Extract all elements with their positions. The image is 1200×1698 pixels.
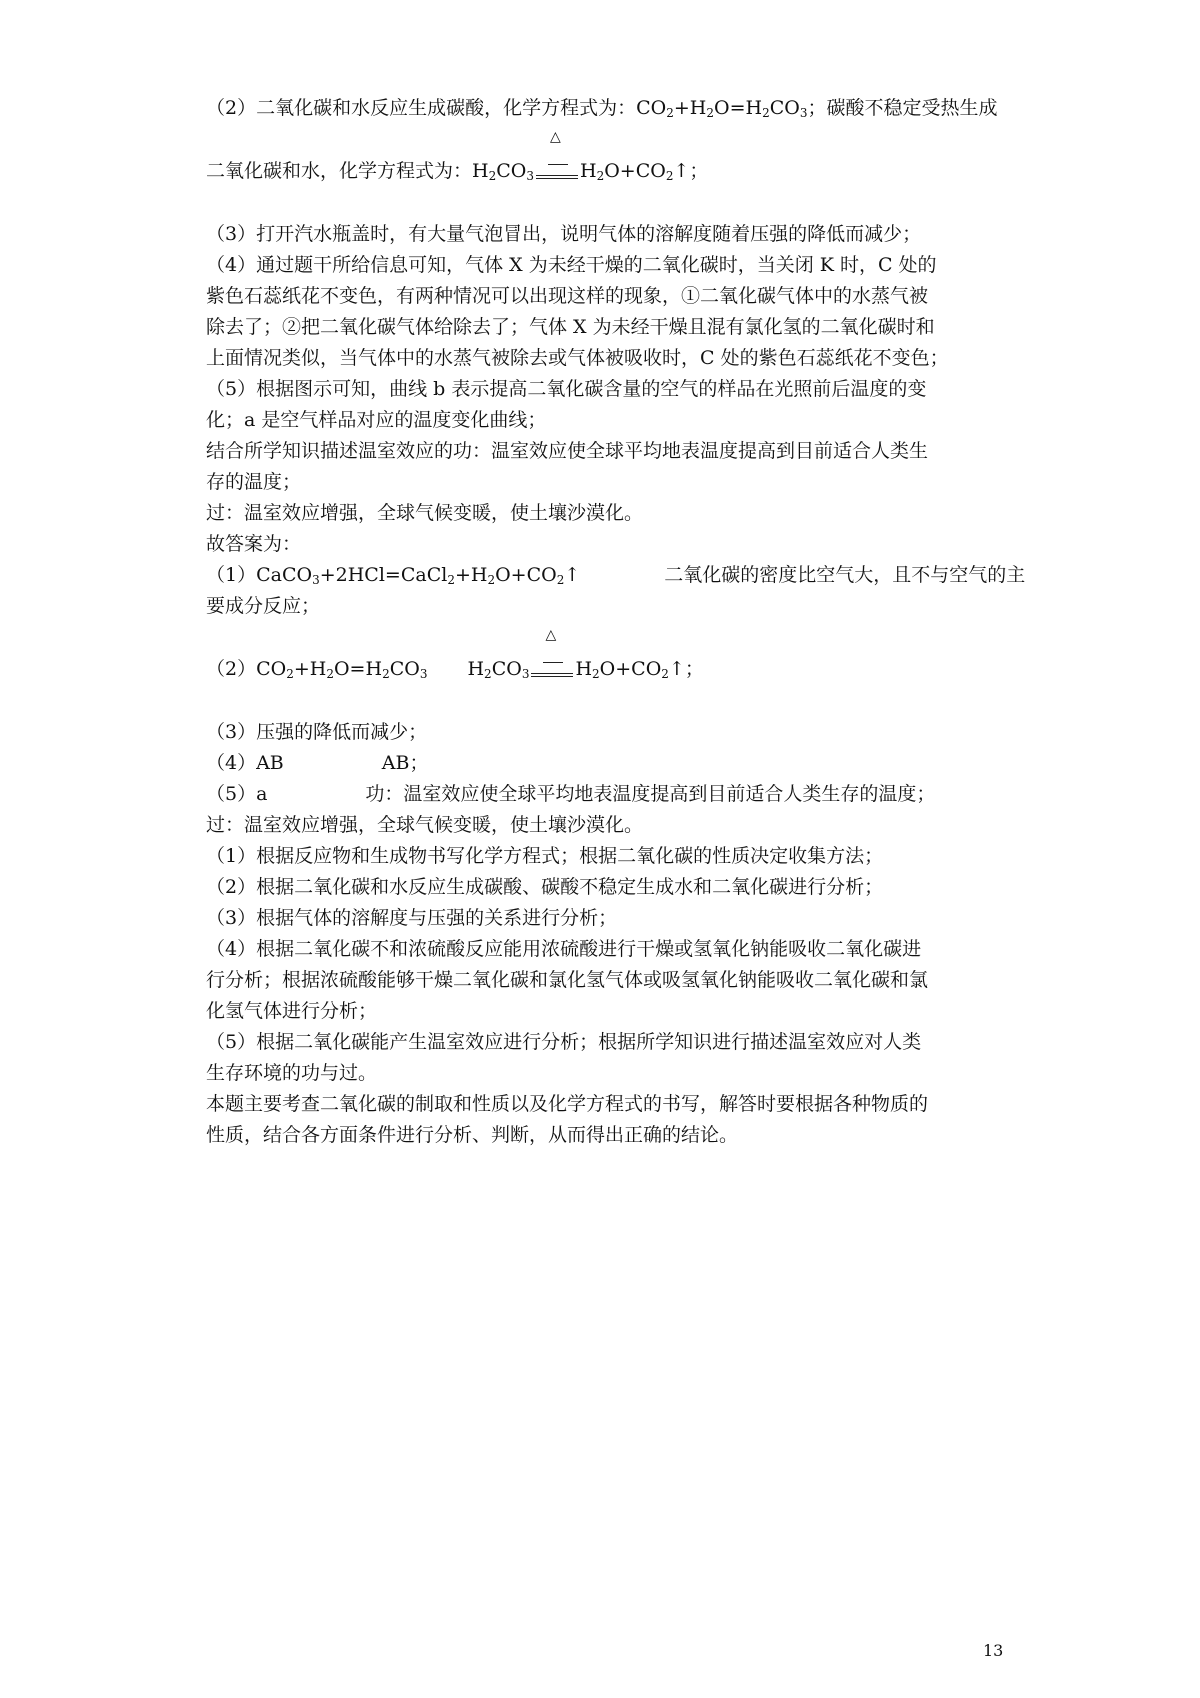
answer-line-5: （5）a 功：温室效应使全球平均地表温度提高到目前适合人类生存的温度； <box>206 783 936 805</box>
text-line: （2）二氧化碳和水反应生成碳酸，化学方程式为：$CO_2+H_2O=H_2CO_3$；碳酸不稳定受热生成 <box>206 97 998 120</box>
answer-line-4: （4）AB AB； <box>206 752 429 774</box>
answer-line-2: $(2)CO_2+H_2O=H_2CO_3$ $H_2CO_3$ △ $H_2O+CO_2↑$； <box>206 627 704 681</box>
heating-triangle-icon: △ <box>549 129 561 145</box>
text-line: 上面情况类似，当气体中的水蒸气被除去或气体被吸收时，C 处的紫色石蕊纸花不变色； <box>206 347 949 369</box>
text-line: 生存环境的功与过。 <box>206 1062 378 1084</box>
page-number: 13 <box>983 1641 1004 1660</box>
text-line: （1）根据反应物和生成物书写化学方程式；根据二氧化碳的性质决定收集方法； <box>206 845 884 867</box>
text-line: 过：温室效应增强，全球气候变暖，使土壤沙漠化。 <box>206 502 644 524</box>
text-line: 化；a 是空气样品对应的温度变化曲线； <box>206 409 547 431</box>
text-line: 结合所学知识描述温室效应的功：温室效应使全球平均地表温度提高到目前适合人类生 <box>206 440 929 462</box>
text-line: （3）压强的降低而减少； <box>206 721 428 743</box>
text-line: 过：温室效应增强，全球气候变暖，使土壤沙漠化。 <box>206 814 644 836</box>
answer-line-1: $(1)CaCO_3+2HCl=CaCl_2+H_2O+CO_2↑$ 二氧化碳的密度比空气大，且不与空气的主 <box>206 564 1026 587</box>
text-line: （2）根据二氧化碳和水反应生成碳酸、碳酸不稳定生成水和二氧化碳进行分析； <box>206 876 884 898</box>
text-line: （3）根据气体的溶解度与压强的关系进行分析； <box>206 907 618 929</box>
text-line: 行分析；根据浓硫酸能够干燥二氧化碳和氯化氢气体或吸氢氧化钠能吸收二氧化碳和氯 <box>206 969 929 991</box>
text-line: （5）根据二氧化碳能产生温室效应进行分析；根据所学知识进行描述温室效应对人类 <box>206 1031 922 1053</box>
heat-equals-sign <box>529 627 575 682</box>
text-line: （3）打开汽水瓶盖时，有大量气泡冒出，说明气体的溶解度随着压强的降低而减少； <box>206 223 922 245</box>
text-line: （4）根据二氧化碳不和浓硫酸反应能用浓硫酸进行干燥或氢氧化钠能吸收二氧化碳进 <box>206 938 922 960</box>
text-line: 要成分反应； <box>206 595 321 617</box>
text-line: 除去了；②把二氧化碳气体给除去了；气体 X 为未经干燥且混有氯化氢的二氧化碳时和 <box>206 316 935 338</box>
heating-triangle-icon: △ <box>545 627 557 643</box>
text-line: 性质，结合各方面条件进行分析、判断，从而得出正确的结论。 <box>206 1124 739 1146</box>
equation-line: 二氧化碳和水，化学方程式为：$H_2CO_3$ △ $H_2O+CO_2↑$； <box>206 129 709 183</box>
heat-equals-sign <box>534 129 580 184</box>
text-line: 紫色石蕊纸花不变色，有两种情况可以出现这样的现象，①二氧化碳气体中的水蒸气被 <box>206 285 929 307</box>
text-line: （5）根据图示可知，曲线 b 表示提高二氧化碳含量的空气的样品在光照前后温度的变 <box>206 378 927 400</box>
text-line: 本题主要考查二氧化碳的制取和性质以及化学方程式的书写，解答时要根据各种物质的 <box>206 1093 929 1115</box>
answer-heading: 故答案为： <box>206 533 302 555</box>
text-line: 化氢气体进行分析； <box>206 1000 378 1022</box>
text-line: 存的温度； <box>206 471 302 493</box>
text-line: （4）通过题干所给信息可知，气体 X 为未经干燥的二氧化碳时，当关闭 K 时，C 处的 <box>206 254 937 276</box>
